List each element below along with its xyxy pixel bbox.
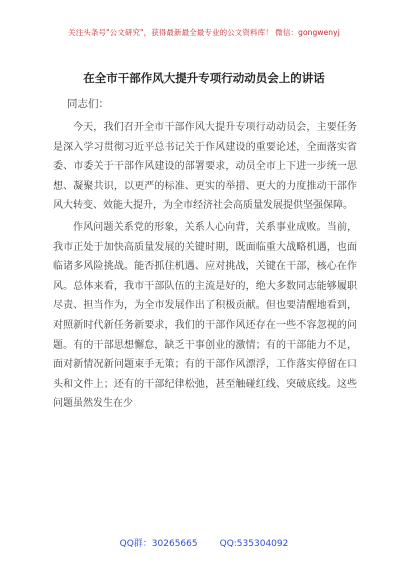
document-body	[53, 118, 357, 414]
greeting: 同志们：	[67, 98, 109, 110]
footer-contacts	[0, 536, 408, 549]
qq-number: QQ:535304092	[219, 539, 289, 549]
document-title: 在全市干部作风大提升专项行动动员会上的讲话	[83, 71, 325, 85]
qq-group: QQ群：30265665	[119, 539, 198, 549]
header-notice: 关注头条号"公文研究"，获得最新最全最专业的公文资料库！ 微信：gongwenyj	[68, 28, 340, 37]
paragraph-1: 今天，我们召开全市干部作风大提升专项行动动员会，主要任务是深入学习贯彻习近平总书记关于作风建设的重要论述，全面落实省委、市委关于干部作风建设的部署要求，动员全市上下进一步统一思想、凝聚共识，以更严的标准、更实的举措、更大的力度推动干部作风大转变、效能大提升，为全市经济社会高质量发展提供坚强保障。	[53, 122, 357, 212]
paragraph-2: 作风问题关系党的形象，关系人心向背，关系事业成败。当前，我市正处于加快高质量发展的关键时期，既面临重大战略机遇，也面临诸多风险挑战。能否抓住机遇、应对挑战，关键在干部，核心在作风。总体来看，我市干部队伍的主流是好的，绝大多数同志能够履职尽责、担当作为，为全市发展作出了积极贡献。但也要清醒地看到，对照新时代新任务新要求，我们的干部作风还存在一些不容忽视的问题。有的干部思想懈怠，缺乏干事创业的激情；有的干部能力不足，面对新情况新问题束手无策；有的干部作风漂浮，工作落实停留在口头和文件上；还有的干部纪律松弛，甚至触碰红线、突破底线。这些问题虽然发生在少	[53, 221, 357, 410]
